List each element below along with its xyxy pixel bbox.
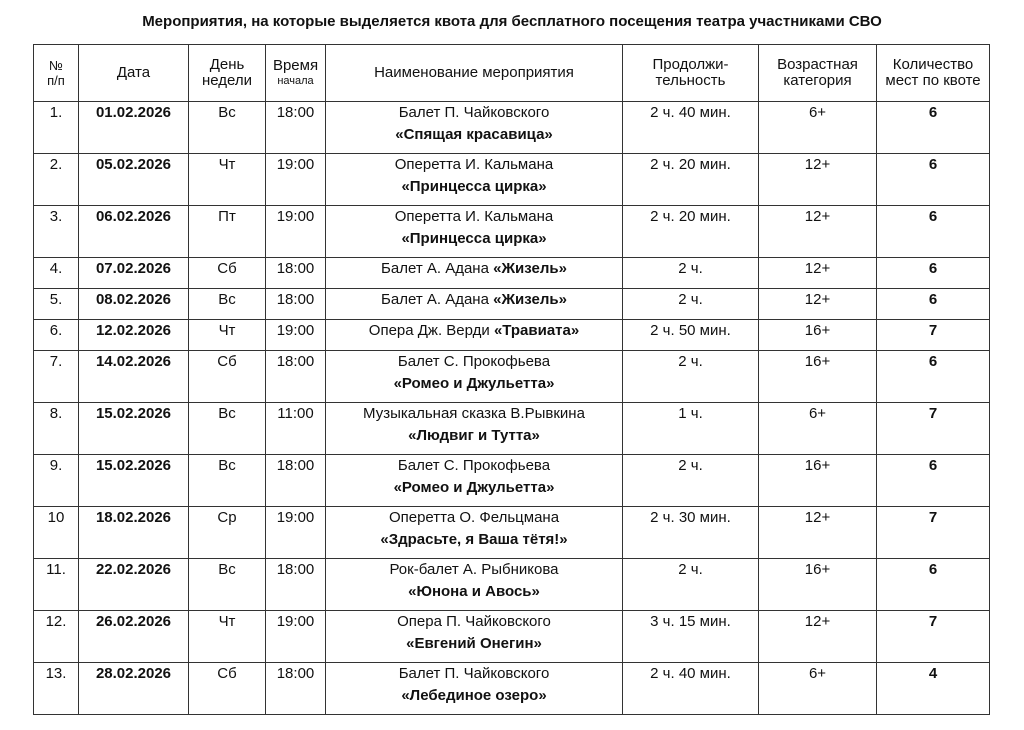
row-number: 6. (34, 320, 79, 351)
row-duration: 2 ч. (623, 559, 759, 611)
row-weekday: Вс (189, 102, 266, 154)
row-seats: 6 (877, 289, 990, 320)
row-number: 12. (34, 611, 79, 663)
row-event-name (326, 206, 623, 258)
row-time: 19:00 (266, 611, 326, 663)
row-time: 18:00 (266, 351, 326, 403)
events-table (33, 44, 990, 715)
row-age: 12+ (759, 206, 877, 258)
row-weekday: Вс (189, 559, 266, 611)
event-name-title: «Жизель» (493, 260, 567, 277)
row-number: 5. (34, 289, 79, 320)
row-event-name (326, 507, 623, 559)
header-time-main: Время (272, 57, 319, 74)
event-name-line1: Рок-балет А. Рыбникова (389, 561, 559, 578)
row-event-name (326, 258, 623, 289)
row-age: 12+ (759, 258, 877, 289)
row-event-name (326, 663, 623, 715)
table-row (34, 102, 990, 154)
table-row (34, 559, 990, 611)
row-number: 4. (34, 258, 79, 289)
row-number: 13. (34, 663, 79, 715)
row-seats: 6 (877, 206, 990, 258)
row-weekday: Чт (189, 154, 266, 206)
row-time: 18:00 (266, 102, 326, 154)
row-date: 08.02.2026 (79, 289, 189, 320)
row-weekday: Вс (189, 455, 266, 507)
header-time (266, 45, 326, 102)
row-seats: 6 (877, 154, 990, 206)
row-event-name (326, 320, 623, 351)
row-date: 22.02.2026 (79, 559, 189, 611)
row-number: 10 (34, 507, 79, 559)
table-row (34, 663, 990, 715)
row-date: 05.02.2026 (79, 154, 189, 206)
row-event-name (326, 102, 623, 154)
row-date: 18.02.2026 (79, 507, 189, 559)
row-number: 8. (34, 403, 79, 455)
row-event-name (326, 455, 623, 507)
table-row (34, 403, 990, 455)
header-seats: Количество мест по квоте (877, 45, 990, 102)
row-time: 11:00 (266, 403, 326, 455)
row-age: 16+ (759, 559, 877, 611)
row-weekday: Сб (189, 663, 266, 715)
row-date: 01.02.2026 (79, 102, 189, 154)
event-name-title: «Жизель» (493, 291, 567, 308)
header-row (34, 45, 990, 102)
event-name-line1: Оперетта И. Кальмана (394, 208, 554, 225)
event-name-line1: Балет А. Адана (381, 260, 494, 277)
table-row (34, 154, 990, 206)
row-seats: 6 (877, 258, 990, 289)
table-row (34, 289, 990, 320)
row-weekday: Чт (189, 611, 266, 663)
row-weekday: Сб (189, 258, 266, 289)
event-name-title: «Людвиг и Тутта» (408, 427, 540, 444)
event-name-line1: Балет А. Адана (381, 291, 494, 308)
row-weekday: Вс (189, 289, 266, 320)
row-event-name (326, 611, 623, 663)
event-name-line1: Балет П. Чайковского (398, 104, 550, 121)
table-row (34, 611, 990, 663)
page-title: Мероприятия, на которые выделяется квота для бесплатного посещения театра участниками СВО (142, 13, 882, 30)
event-name-line1: Музыкальная сказка В.Рывкина (363, 405, 585, 422)
event-name-line1: Оперетта О. Фельцмана (388, 509, 560, 526)
row-weekday: Ср (189, 507, 266, 559)
row-duration: 2 ч. (623, 351, 759, 403)
row-duration: 2 ч. 40 мин. (623, 102, 759, 154)
row-weekday: Чт (189, 320, 266, 351)
row-weekday: Сб (189, 351, 266, 403)
header-time-sub: начала (277, 75, 314, 87)
row-event-name (326, 154, 623, 206)
row-time: 18:00 (266, 455, 326, 507)
row-duration: 3 ч. 15 мин. (623, 611, 759, 663)
row-duration: 2 ч. 20 мин. (623, 206, 759, 258)
row-event-name (326, 289, 623, 320)
table-row (34, 351, 990, 403)
row-seats: 4 (877, 663, 990, 715)
table-row (34, 320, 990, 351)
row-number: 3. (34, 206, 79, 258)
row-duration: 2 ч. 30 мин. (623, 507, 759, 559)
row-number: 11. (34, 559, 79, 611)
row-age: 12+ (759, 507, 877, 559)
event-name-line1: Балет С. Прокофьева (397, 457, 551, 474)
event-name-line1: Опера Дж. Верди (368, 322, 494, 339)
row-duration: 2 ч. 40 мин. (623, 663, 759, 715)
row-weekday: Вс (189, 403, 266, 455)
header-date: Дата (79, 45, 189, 102)
row-seats: 6 (877, 102, 990, 154)
event-name-title: «Ромео и Джульетта» (393, 375, 555, 392)
event-name-line1: Балет С. Прокофьева (397, 353, 551, 370)
event-name-title: «Ромео и Джульетта» (393, 479, 555, 496)
row-seats: 6 (877, 455, 990, 507)
event-name-line1: Балет П. Чайковского (398, 665, 550, 682)
row-number: 2. (34, 154, 79, 206)
row-date: 14.02.2026 (79, 351, 189, 403)
event-name-title: «Евгений Онегин» (406, 635, 542, 652)
header-duration: Продолжи-тельность (623, 45, 759, 102)
event-name-title: «Спящая красавица» (395, 126, 553, 143)
row-seats: 7 (877, 403, 990, 455)
event-name-title: «Юнона и Авось» (408, 583, 540, 600)
row-event-name (326, 351, 623, 403)
row-age: 12+ (759, 154, 877, 206)
row-time: 18:00 (266, 559, 326, 611)
row-time: 19:00 (266, 507, 326, 559)
row-age: 6+ (759, 663, 877, 715)
row-duration: 1 ч. (623, 403, 759, 455)
row-age: 6+ (759, 102, 877, 154)
row-date: 07.02.2026 (79, 258, 189, 289)
event-name-line1: Оперетта И. Кальмана (394, 156, 554, 173)
row-age: 6+ (759, 403, 877, 455)
row-weekday: Пт (189, 206, 266, 258)
row-age: 16+ (759, 320, 877, 351)
row-seats: 6 (877, 351, 990, 403)
row-duration: 2 ч. 50 мин. (623, 320, 759, 351)
row-age: 16+ (759, 455, 877, 507)
row-time: 18:00 (266, 663, 326, 715)
event-name-title: «Травиата» (493, 322, 580, 339)
row-seats: 7 (877, 320, 990, 351)
row-time: 18:00 (266, 289, 326, 320)
event-name-title: «Принцесса цирка» (401, 230, 547, 247)
row-event-name (326, 403, 623, 455)
row-duration: 2 ч. 20 мин. (623, 154, 759, 206)
event-name-title: «Здрасьте, я Ваша тётя!» (380, 531, 568, 548)
row-number: 7. (34, 351, 79, 403)
row-event-name (326, 559, 623, 611)
table-row (34, 455, 990, 507)
row-seats: 7 (877, 611, 990, 663)
row-duration: 2 ч. (623, 258, 759, 289)
row-number: 1. (34, 102, 79, 154)
row-seats: 7 (877, 507, 990, 559)
header-day: День недели (189, 45, 266, 102)
header-age: Возрастная категория (759, 45, 877, 102)
row-duration: 2 ч. (623, 289, 759, 320)
event-name-title: «Принцесса цирка» (401, 178, 547, 195)
row-date: 15.02.2026 (79, 455, 189, 507)
event-name-line1: Опера П. Чайковского (397, 613, 551, 630)
table-row (34, 258, 990, 289)
row-age: 12+ (759, 289, 877, 320)
row-date: 15.02.2026 (79, 403, 189, 455)
row-age: 16+ (759, 351, 877, 403)
table-row (34, 206, 990, 258)
row-seats: 6 (877, 559, 990, 611)
row-time: 19:00 (266, 206, 326, 258)
row-date: 12.02.2026 (79, 320, 189, 351)
row-date: 06.02.2026 (79, 206, 189, 258)
row-date: 26.02.2026 (79, 611, 189, 663)
row-date: 28.02.2026 (79, 663, 189, 715)
event-name-title: «Лебединое озеро» (401, 687, 547, 704)
table-row (34, 507, 990, 559)
header-num: № п/п (34, 45, 79, 102)
row-age: 12+ (759, 611, 877, 663)
row-time: 18:00 (266, 258, 326, 289)
row-duration: 2 ч. (623, 455, 759, 507)
header-name: Наименование мероприятия (326, 45, 623, 102)
row-time: 19:00 (266, 154, 326, 206)
row-number: 9. (34, 455, 79, 507)
row-time: 19:00 (266, 320, 326, 351)
